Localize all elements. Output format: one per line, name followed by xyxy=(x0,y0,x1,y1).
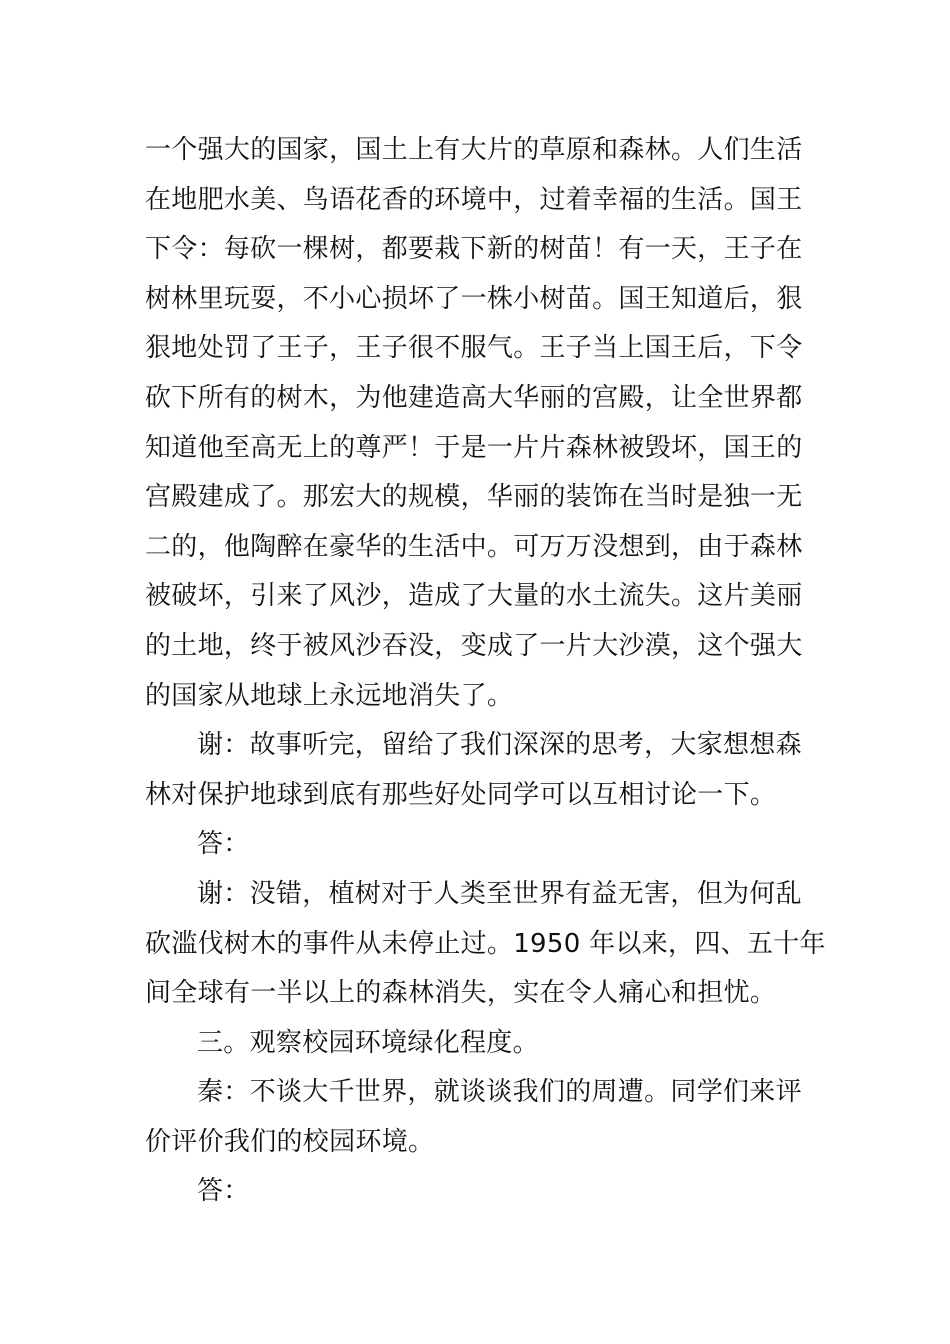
text-line-4: 树林里玩耍，不小心损坏了一株小树苗。国王知道后，狠 xyxy=(145,283,803,314)
text-line-8: 宫殿建成了。那宏大的规模，华丽的装饰在当时是独一无 xyxy=(145,482,803,513)
text-line-9: 二的，他陶醉在豪华的生活中。可万万没想到，由于森林 xyxy=(145,531,803,562)
text-line-11: 的土地，终于被风沙吞没，变成了一片大沙漠，这个强大 xyxy=(145,630,803,661)
text-line-12: 的国家从地球上永远地消失了。 xyxy=(145,680,514,711)
text-line-5: 狠地处罚了王子，王子很不服气。王子当上国王后，下令 xyxy=(145,333,803,364)
dialogue-xie-1-line-1: 谢：故事听完，留给了我们深深的思考，大家想想森 xyxy=(197,730,802,761)
text-line-10: 被破坏，引来了风沙，造成了大量的水土流失。这片美丽 xyxy=(145,581,803,612)
story-text-block xyxy=(145,126,826,1217)
text-line-2: 在地肥水美、鸟语花香的环境中，过着幸福的生活。国王 xyxy=(145,184,803,215)
dialogue-xie-2-line-1: 谢：没错，植树对于人类至世界有益无害，但为何乱 xyxy=(197,878,802,909)
text-line-7: 知道他至高无上的尊严！于是一片片森林被毁坏，国王的 xyxy=(145,432,803,463)
dialogue-qin-line-1: 秦：不谈大千世界，就谈谈我们的周遭。同学们来评 xyxy=(197,1077,802,1108)
dialogue-qin-line-2: 价评价我们的校园环境。 xyxy=(145,1126,435,1157)
dialogue-xie-2-line-3: 间全球有一半以上的森林消失，实在令人痛心和担忧。 xyxy=(145,978,777,1009)
dialogue-xie-1-line-2: 林对保护地球到底有那些好处同学可以互相讨论一下。 xyxy=(145,779,777,810)
dialogue-xie-2-line-2: 砍滥伐树木的事件从未停止过。1950 年以来，四、五十年 xyxy=(145,928,826,959)
text-line-1: 一个强大的国家，国土上有大片的草原和森林。人们生活 xyxy=(145,135,803,165)
section-heading-3: 三。观察校园环境绿化程度。 xyxy=(197,1027,539,1058)
text-line-6: 砍下所有的树木，为他建造高大华丽的宫殿，让全世界都 xyxy=(145,382,803,413)
answer-line-1: 答： xyxy=(197,829,250,860)
answer-line-2: 答： xyxy=(197,1176,250,1207)
text-line-3: 下令：每砍一棵树，都要栽下新的树苗！有一天，王子在 xyxy=(145,234,803,265)
